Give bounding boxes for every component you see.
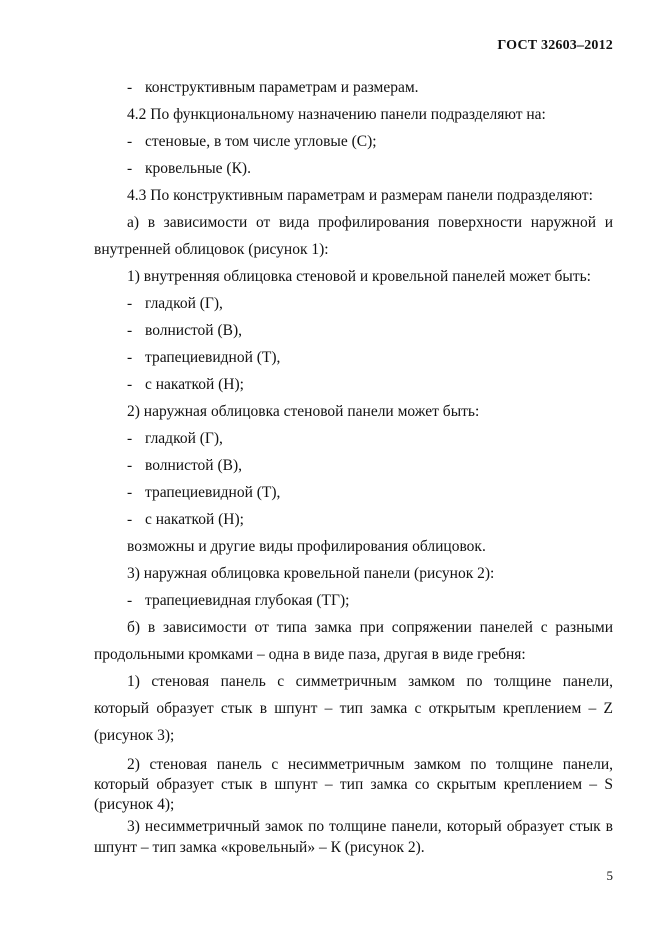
- paragraph-line: внутренней облицовок (рисунок 1):: [94, 241, 329, 258]
- paragraph-line: шпунт – тип замка «кровельный» – К (рисунок 2).: [94, 839, 425, 856]
- list-item-text: волнистой (В),: [145, 322, 242, 339]
- list-item-text: кровельные (К).: [145, 160, 251, 177]
- list-item-text: гладкой (Г),: [145, 295, 223, 312]
- bullet: -: [127, 160, 133, 177]
- paragraph-line: (рисунок 3);: [94, 727, 175, 744]
- bullet: -: [127, 322, 133, 339]
- paragraph-line: 3) несимметричный замок по толщине панели, который образует стык в: [127, 818, 613, 835]
- list-item-text: волнистой (В),: [145, 457, 242, 474]
- list-item: [127, 511, 244, 529]
- document-header: ГОСТ 32603–2012: [497, 38, 613, 53]
- paragraph-line: 2) наружная облицовка стеновой панели может быть:: [127, 403, 480, 420]
- list-item: [127, 376, 244, 394]
- paragraph-line: б) в зависимости от типа замка при сопряжении панелей с разными: [127, 619, 613, 636]
- list-item-text: конструктивным параметрам и размерам.: [145, 79, 419, 96]
- list-item: [127, 349, 280, 367]
- paragraph-line: 3) наружная облицовка кровельной панели (рисунок 2):: [127, 565, 495, 582]
- list-item: [127, 457, 242, 475]
- paragraph-line: 2) стеновая панель с несимметричным замком по толщине панели,: [127, 756, 613, 773]
- list-item: [127, 592, 349, 610]
- paragraph-line: который образует стык в шпунт – тип замка со скрытым креплением – S: [94, 776, 613, 793]
- list-item: [127, 430, 223, 448]
- list-item: [127, 322, 242, 340]
- list-item-text: с накаткой (Н);: [145, 511, 244, 528]
- list-item: [127, 484, 280, 502]
- bullet: -: [127, 457, 133, 474]
- list-item-text: гладкой (Г),: [145, 430, 223, 447]
- paragraph-line: 4.2 По функциональному назначению панели подразделяют на:: [127, 106, 546, 123]
- bullet: -: [127, 511, 133, 528]
- bullet: -: [127, 79, 133, 96]
- list-item: [127, 79, 419, 97]
- list-item-text: трапециевидной (Т),: [145, 349, 281, 366]
- list-item-text: с накаткой (Н);: [145, 376, 244, 393]
- paragraph-line: 4.3 По конструктивным параметрам и размерам панели подразделяют:: [127, 187, 593, 204]
- list-item-text: трапециевидной (Т),: [145, 484, 281, 501]
- bullet: -: [127, 484, 133, 501]
- list-item: [127, 295, 223, 313]
- paragraph-line: (рисунок 4);: [94, 796, 175, 813]
- list-item: [127, 133, 377, 151]
- paragraph-line: 1) стеновая панель с симметричным замком по толщине панели,: [127, 673, 613, 690]
- paragraph-line: возможны и другие виды профилирования облицовок.: [127, 538, 486, 555]
- bullet: -: [127, 430, 133, 447]
- bullet: -: [127, 592, 133, 609]
- paragraph-line: 1) внутренняя облицовка стеновой и кровельной панелей может быть:: [127, 268, 591, 285]
- bullet: -: [127, 349, 133, 366]
- list-item-text: стеновые, в том числе угловые (С);: [145, 133, 377, 150]
- paragraph-line: продольными кромками – одна в виде паза, другая в виде гребня:: [94, 646, 526, 663]
- bullet: -: [127, 376, 133, 393]
- bullet: -: [127, 133, 133, 150]
- list-item-text: трапециевидная глубокая (ТГ);: [145, 592, 350, 609]
- page-number: 5: [606, 868, 613, 883]
- paragraph-line: который образует стык в шпунт – тип замка с открытым креплением – Z: [94, 700, 613, 717]
- list-item: [127, 160, 251, 178]
- bullet: -: [127, 295, 133, 312]
- paragraph-line: а) в зависимости от вида профилирования поверхности наружной и: [127, 214, 613, 231]
